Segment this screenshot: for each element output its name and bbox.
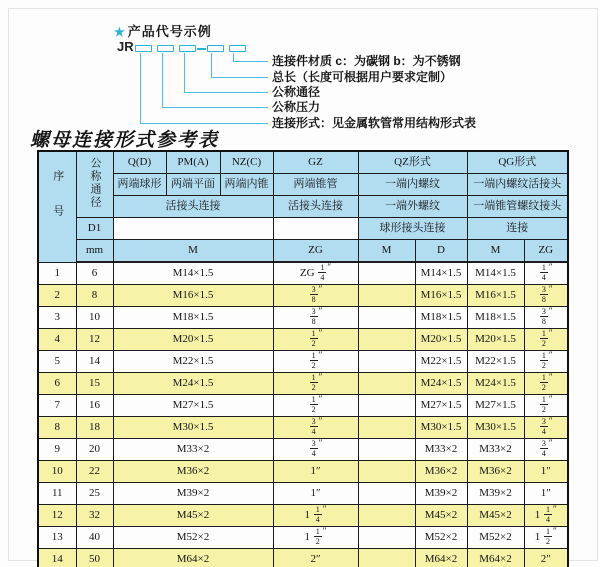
header-form-nzc: NZ(C)	[220, 151, 273, 174]
leader-line-vertical-2	[162, 53, 163, 107]
cell-qz-m	[358, 461, 415, 483]
cell-gz-thread: $\frac{3}{4}$ ″	[273, 417, 358, 439]
cell-qg-m: M27×1.5	[467, 395, 524, 417]
cell-qg-zg: $\frac{1}{2}$ ″	[524, 329, 568, 351]
header-blank-gz	[273, 218, 358, 240]
table-row	[38, 417, 568, 439]
cell-qz-m	[358, 285, 415, 307]
cell-qz-d: M33×2	[415, 439, 467, 461]
cell-qg-m: M36×2	[467, 461, 524, 483]
leader-line-vertical-1	[140, 53, 141, 123]
cell-dn-mm: 50	[76, 549, 113, 567]
cell-gz-thread: 1 $\frac{1}{2}$ ″	[273, 527, 358, 549]
cell-qg-m: M14×1.5	[467, 262, 524, 285]
nut-connection-reference-table	[37, 150, 569, 567]
leader-line-vertical-3	[184, 53, 185, 92]
code-box-5	[229, 45, 246, 52]
cell-qg-m: M45×2	[467, 505, 524, 527]
header-type-pma: 两端平面	[166, 174, 220, 196]
header-qg-sub-m: M	[467, 240, 524, 263]
table-row	[38, 483, 568, 505]
cell-m-thread: M27×1.5	[113, 395, 273, 417]
header-type-qg: 一端内螺纹活接头	[467, 174, 568, 196]
table-row	[38, 461, 568, 483]
cell-m-thread: M52×2	[113, 527, 273, 549]
cell-gz-thread: 1 $\frac{1}{4}$ ″	[273, 505, 358, 527]
header-zg-thread: ZG	[273, 240, 358, 263]
cell-qz-d: M27×1.5	[415, 395, 467, 417]
cell-seq: 6	[38, 373, 76, 395]
cell-m-thread: M22×1.5	[113, 351, 273, 373]
leader-line-vertical-5	[233, 53, 234, 61]
cell-qz-d: M45×2	[415, 505, 467, 527]
product-code-heading-text: 产品代号示例	[127, 24, 212, 39]
cell-qg-zg: $\frac{1}{2}$ ″	[524, 373, 568, 395]
cell-dn-mm: 18	[76, 417, 113, 439]
cell-gz-thread: $\frac{1}{2}$ ″	[273, 351, 358, 373]
cell-qz-m	[358, 395, 415, 417]
cell-qg-zg: 1″	[524, 461, 568, 483]
header-type-gz: 两端锥管	[273, 174, 358, 196]
header-qg-sub-zg: ZG	[524, 240, 568, 263]
star-icon: ★	[114, 25, 126, 39]
product-code-prefix: JR	[117, 39, 134, 54]
cell-dn-mm: 15	[76, 373, 113, 395]
cell-qg-m: M64×2	[467, 549, 524, 567]
header-qz-sub-m: M	[358, 240, 415, 263]
header-gz-conn: 活接头连接	[273, 196, 358, 218]
cell-qg-m: M30×1.5	[467, 417, 524, 439]
cell-seq: 14	[38, 549, 76, 567]
header-dn	[76, 151, 113, 218]
label-nominal-pressure: 公称压力	[272, 100, 321, 114]
cell-seq: 5	[38, 351, 76, 373]
header-qg-type2: 一端锥管螺纹接头	[467, 196, 568, 218]
leader-line-vertical-4	[211, 53, 212, 77]
header-type-nzc: 两端内锥	[220, 174, 273, 196]
cell-qz-m	[358, 329, 415, 351]
cell-m-thread: M30×1.5	[113, 417, 273, 439]
cell-qz-m	[358, 505, 415, 527]
cell-qz-m	[358, 417, 415, 439]
cell-qg-zg: 1″	[524, 483, 568, 505]
cell-gz-thread: $\frac{1}{2}$ ″	[273, 329, 358, 351]
cell-qg-zg: 1 $\frac{1}{2}$ ″	[524, 527, 568, 549]
header-qz-type2: 一端外螺纹	[358, 196, 467, 218]
cell-m-thread: M16×1.5	[113, 285, 273, 307]
header-qg-conn: 连接	[467, 218, 568, 240]
cell-m-thread: M33×2	[113, 439, 273, 461]
table-row	[38, 549, 568, 567]
cell-qg-m: M24×1.5	[467, 373, 524, 395]
cell-dn-mm: 10	[76, 307, 113, 329]
cell-qz-m	[358, 351, 415, 373]
cell-seq: 9	[38, 439, 76, 461]
cell-gz-thread: 1″	[273, 461, 358, 483]
cell-dn-mm: 32	[76, 505, 113, 527]
table-row	[38, 395, 568, 417]
table-row	[38, 505, 568, 527]
cell-gz-thread: $\frac{1}{2}$ ″	[273, 373, 358, 395]
cell-qg-zg: $\frac{1}{2}$ ″	[524, 351, 568, 373]
cell-qz-m	[358, 307, 415, 329]
header-mm: mm	[76, 240, 113, 263]
leader-line-horizontal-4	[162, 107, 268, 108]
header-d1: D1	[76, 218, 113, 240]
table-row	[38, 527, 568, 549]
cell-m-thread: M45×2	[113, 505, 273, 527]
cell-gz-thread: $\frac{1}{2}$ ″	[273, 395, 358, 417]
header-seq-text: 序号	[51, 170, 64, 241]
cell-qz-d: M22×1.5	[415, 351, 467, 373]
header-dn-text: 公称通径	[89, 156, 101, 209]
table-row	[38, 262, 568, 285]
cell-qg-zg: 2″	[524, 549, 568, 567]
cell-dn-mm: 16	[76, 395, 113, 417]
cell-qz-d: M14×1.5	[415, 262, 467, 285]
leader-line-horizontal-3	[184, 92, 268, 93]
cell-gz-thread: $\frac{3}{4}$ ″	[273, 439, 358, 461]
header-seq	[38, 151, 76, 262]
cell-gz-thread: $\frac{3}{8}$ ″	[273, 307, 358, 329]
header-union-conn: 活接头连接	[113, 196, 273, 218]
code-box-4	[207, 45, 224, 52]
header-form-qg: QG形式	[467, 151, 568, 174]
cell-qg-m: M22×1.5	[467, 351, 524, 373]
cell-qz-m	[358, 373, 415, 395]
header-m-thread: M	[113, 240, 273, 263]
cell-qz-d: M18×1.5	[415, 307, 467, 329]
cell-qg-zg: $\frac{1}{4}$ ″	[524, 262, 568, 285]
table-row	[38, 439, 568, 461]
label-connection-form: 连接形式：见金属软管常用结构形式表	[272, 116, 477, 130]
header-blank-m	[113, 218, 273, 240]
header-form-pma: PM(A)	[166, 151, 220, 174]
cell-m-thread: M24×1.5	[113, 373, 273, 395]
cell-dn-mm: 14	[76, 351, 113, 373]
cell-qg-m: M52×2	[467, 527, 524, 549]
cell-seq: 7	[38, 395, 76, 417]
cell-seq: 2	[38, 285, 76, 307]
cell-seq: 13	[38, 527, 76, 549]
cell-seq: 1	[38, 262, 76, 285]
header-qz-conn: 球形接头连接	[358, 218, 467, 240]
cell-qz-d: M64×2	[415, 549, 467, 567]
cell-qz-m	[358, 262, 415, 285]
cell-gz-thread: $\frac{3}{8}$ ″	[273, 285, 358, 307]
cell-seq: 4	[38, 329, 76, 351]
cell-qg-zg: 1 $\frac{1}{4}$ ″	[524, 505, 568, 527]
table-row	[38, 373, 568, 395]
cell-qz-d: M39×2	[415, 483, 467, 505]
header-form-qz: QZ形式	[358, 151, 467, 174]
header-form-gz: GZ	[273, 151, 358, 174]
leader-line-horizontal-1	[233, 61, 268, 62]
table-title: 螺母连接形式参考表	[30, 129, 220, 151]
cell-qg-zg: $\frac{3}{8}$ ″	[524, 285, 568, 307]
table-row	[38, 307, 568, 329]
table-body	[38, 262, 568, 567]
cell-m-thread: M64×2	[113, 549, 273, 567]
cell-gz-thread: 2″	[273, 549, 358, 567]
cell-qg-m: M18×1.5	[467, 307, 524, 329]
header-type-qz: 一端内螺纹	[358, 174, 467, 196]
cell-seq: 10	[38, 461, 76, 483]
header-type-qd: 两端球形	[113, 174, 166, 196]
cell-dn-mm: 22	[76, 461, 113, 483]
cell-seq: 3	[38, 307, 76, 329]
cell-qg-zg: $\frac{3}{4}$ ″	[524, 417, 568, 439]
cell-seq: 8	[38, 417, 76, 439]
cell-dn-mm: 8	[76, 285, 113, 307]
header-qz-sub-d: D	[415, 240, 467, 263]
label-nominal-diameter: 公称通径	[272, 85, 321, 99]
header-form-qd: Q(D)	[113, 151, 166, 174]
cell-qz-m	[358, 549, 415, 567]
code-box-3	[179, 45, 196, 52]
cell-qg-m: M16×1.5	[467, 285, 524, 307]
cell-m-thread: M14×1.5	[113, 262, 273, 285]
cell-dn-mm: 40	[76, 527, 113, 549]
leader-line-horizontal-2	[211, 77, 268, 78]
product-code-heading	[114, 21, 212, 40]
table-row	[38, 285, 568, 307]
cell-dn-mm: 25	[76, 483, 113, 505]
label-total-length: 总长（长度可根据用户要求定制）	[272, 70, 453, 84]
cell-qz-d: M36×2	[415, 461, 467, 483]
cell-qg-zg: $\frac{3}{4}$ ″	[524, 439, 568, 461]
cell-seq: 11	[38, 483, 76, 505]
cell-dn-mm: 12	[76, 329, 113, 351]
cell-qz-d: M52×2	[415, 527, 467, 549]
label-material: 连接件材质 c：为碳钢 b：为不锈钢	[272, 54, 461, 68]
cell-qz-d: M24×1.5	[415, 373, 467, 395]
cell-qz-d: M20×1.5	[415, 329, 467, 351]
cell-qg-m: M39×2	[467, 483, 524, 505]
cell-qg-m: M20×1.5	[467, 329, 524, 351]
cell-dn-mm: 20	[76, 439, 113, 461]
code-box-2	[157, 45, 174, 52]
cell-qz-d: M16×1.5	[415, 285, 467, 307]
cell-qz-d: M30×1.5	[415, 417, 467, 439]
cell-m-thread: M18×1.5	[113, 307, 273, 329]
table-row	[38, 351, 568, 373]
cell-m-thread: M20×1.5	[113, 329, 273, 351]
cell-qg-m: M33×2	[467, 439, 524, 461]
code-dash	[197, 48, 206, 50]
cell-qz-m	[358, 483, 415, 505]
cell-qz-m	[358, 439, 415, 461]
cell-m-thread: M39×2	[113, 483, 273, 505]
cell-m-thread: M36×2	[113, 461, 273, 483]
cell-qz-m	[358, 527, 415, 549]
cell-gz-thread: ZG $\frac{1}{4}$ ″	[273, 262, 358, 285]
code-box-1	[135, 45, 152, 52]
cell-seq: 12	[38, 505, 76, 527]
cell-gz-thread: 1″	[273, 483, 358, 505]
cell-dn-mm: 6	[76, 262, 113, 285]
table-row	[38, 329, 568, 351]
cell-qg-zg: $\frac{1}{2}$ ″	[524, 395, 568, 417]
cell-qg-zg: $\frac{3}{8}$ ″	[524, 307, 568, 329]
